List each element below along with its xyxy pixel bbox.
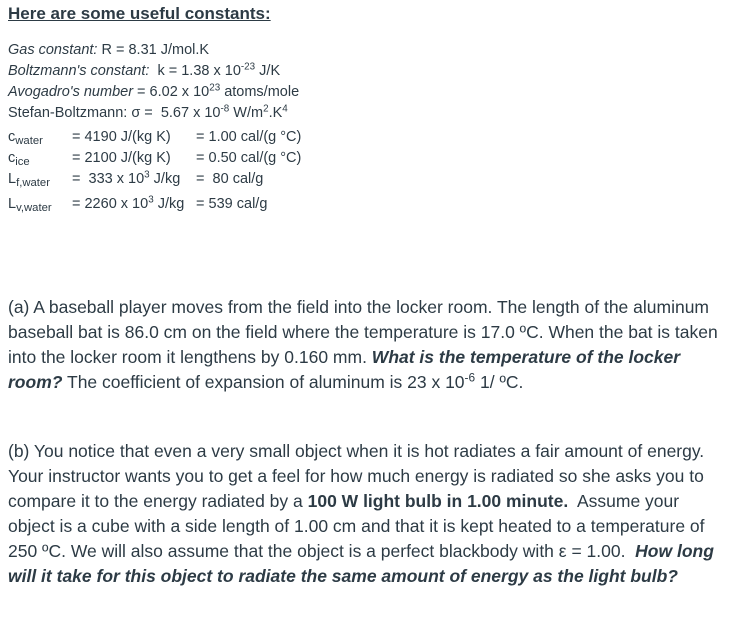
stefan-exponent: -8 xyxy=(220,103,230,115)
lv-water-subscript: v,water xyxy=(16,201,52,214)
avogadro-unit: atoms/mole xyxy=(220,84,300,100)
lv-water-si-value: = 2260 x 10 xyxy=(72,196,149,212)
lf-water-subscript: f,water xyxy=(16,176,50,189)
c-ice-subscript: ice xyxy=(15,155,30,168)
part-b-question: How long will it take for this object to radiate the same amount of energy as the light bulb? xyxy=(8,541,714,586)
lv-water-si-unit: J/kg xyxy=(153,196,185,212)
avogadro-value: = 6.02 x 10 xyxy=(133,84,210,100)
avogadro-exponent: 23 xyxy=(209,82,221,94)
lf-water-si xyxy=(72,169,192,190)
boltzmann-exponent: -23 xyxy=(240,61,256,73)
lv-water-symbol xyxy=(8,194,72,215)
avogadro-label: Avogadro's number xyxy=(8,84,134,100)
c-ice-symbol xyxy=(8,148,72,169)
part-a-text: (a) A baseball player moves from the field into the locker room. The length of the aluminum baseball bat is 86.0 cm on the field where the temperature is 17.0 ºC. When the bat is taken into the locker room it lengthens by 0.160 mm. xyxy=(8,297,718,367)
gas-constant-value: R = 8.31 J/mol.K xyxy=(97,42,210,58)
c-ice-cal: = 0.50 cal/(g °C) xyxy=(196,149,302,166)
part-a-question: What is the temperature of the locker room? xyxy=(8,347,681,392)
lf-water-si-value: = 333 x 10 xyxy=(72,170,145,187)
sigma-symbol: σ xyxy=(131,105,141,121)
c-water-letter: c xyxy=(8,128,16,145)
boltzmann-label: Boltzmann's constant: xyxy=(8,63,150,79)
problem-part-b xyxy=(8,439,723,589)
part-b-bold: 100 W light bulb in 1.00 minute. xyxy=(307,491,569,511)
lf-water-row xyxy=(8,169,301,195)
part-a-coefficient: The coefficient of expansion of aluminum is 23 x 10 xyxy=(62,372,465,392)
problem-part-a xyxy=(8,295,723,395)
c-water-cal: = 1.00 cal/(g °C) xyxy=(196,128,302,145)
gas-constant-label: Gas constant: xyxy=(8,42,98,58)
constants-list xyxy=(8,40,301,215)
constants-heading: Here are some useful constants: xyxy=(8,4,271,23)
avogadro-row xyxy=(8,82,301,103)
boltzmann-value: k = 1.38 x 10 xyxy=(149,63,241,79)
c-water-subscript: water xyxy=(15,134,43,147)
lv-water-exponent: 3 xyxy=(148,194,154,206)
lf-water-letter: L xyxy=(8,170,17,187)
stefan-k: .K xyxy=(268,105,283,121)
lv-water-letter: L xyxy=(8,196,17,212)
lv-water-cal: = 539 cal/g xyxy=(196,196,268,212)
c-water-symbol xyxy=(8,127,72,148)
lf-water-cal: = 80 cal/g xyxy=(196,170,264,187)
part-a-exponent: -6 xyxy=(464,370,476,385)
c-water-row xyxy=(8,127,301,148)
stefan-label: Stefan-Boltzmann: xyxy=(8,105,132,121)
part-b-assumptions: Assume your object is a cube with a side length of 1.00 cm and that it is kept heated to a temperature of 250 ºC. We will also assume that the object is a perfect blackbody with ε = 1.00. xyxy=(8,491,710,561)
boltzmann-row xyxy=(8,61,301,82)
stefan-row xyxy=(8,103,301,127)
boltzmann-unit: J/K xyxy=(255,63,281,79)
part-a-unit: 1/ ºC. xyxy=(475,372,524,392)
stefan-value: = 5.67 x 10 xyxy=(140,105,221,121)
gas-constant-row xyxy=(8,40,301,61)
c-ice-si: = 2100 J/(kg K) xyxy=(72,149,171,166)
stefan-k-exponent: 4 xyxy=(282,103,288,115)
c-ice-row xyxy=(8,148,301,169)
lv-water-si xyxy=(72,194,192,215)
lf-water-symbol xyxy=(8,169,72,190)
lv-water-row xyxy=(8,194,301,215)
stefan-m-exponent: 2 xyxy=(263,103,269,115)
part-b-text: (b) You notice that even a very small object when it is hot radiates a fair amount of energy. Your instructor wants you to get a feel for how much energy is radiated so she asks you to compare it to the energy radiated by a xyxy=(8,441,705,511)
stefan-unit: W/m xyxy=(229,105,264,121)
c-ice-letter: c xyxy=(8,149,16,166)
lf-water-si-unit: J/kg xyxy=(149,170,181,187)
c-water-si: = 4190 J/(kg K) xyxy=(72,128,171,145)
lf-water-exponent: 3 xyxy=(144,169,150,181)
